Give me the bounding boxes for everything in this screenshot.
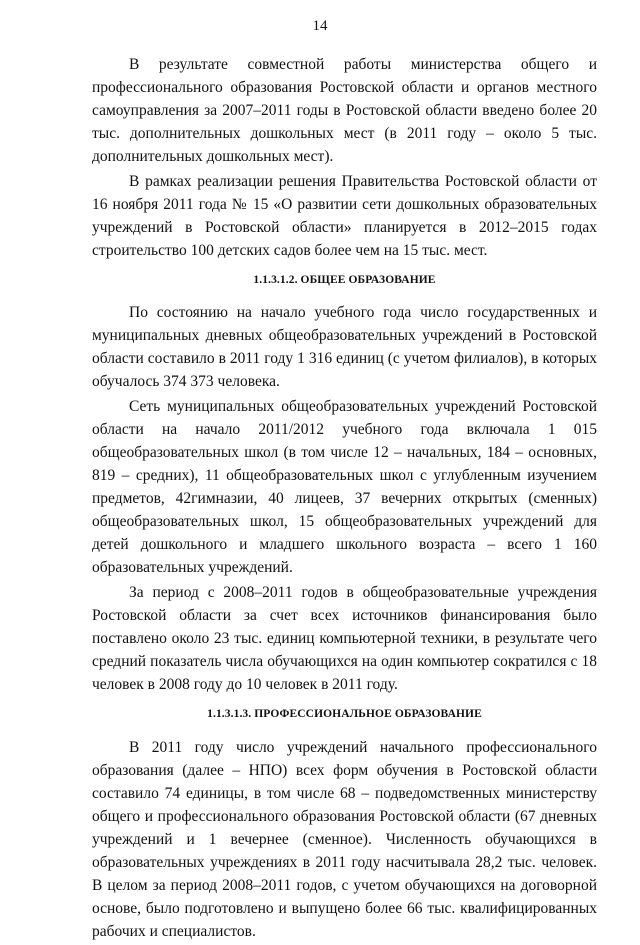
paragraph-intro-results: В результате совместной работы министерства общего и профессионального образования Ростовской области и органов местного самоуправления за 2007–2011 годы в Ростовской области введено более 20 тыс. дополнительных дошкольных мест (в 2011 году – около 5 тыс. дополнительных дошкольных мест).: [92, 56, 597, 165]
paragraph-general-count: По состоянию на начало учебного года число государственных и муниципальных дневных общеобразовательных учреждений в Ростовской области составило в 2011 году 1 316 единиц (с учетом филиалов), в которых обучалось 374 373 человека.: [92, 304, 597, 390]
document-body: [92, 53, 597, 945]
page-number: 14: [312, 18, 328, 34]
paragraph-general-network: Сеть муниципальных общеобразовательных учреждений Ростовской области на начало 2011/2012 учебного года включала 1 015 общеобразовательных школ (в том числе 12 – начальных, 184 – основных, 819 – средних), 11 общеобразовательных школ с углубленным изучением предметов, 42гимназии, 40 лицеев, 37 вечерних открытых (сменных) общеобразовательных школ, 15 общеобразовательных учреждений для детей дошкольного и младшего школьного возраста – всего 1 160 образовательных учреждений.: [92, 398, 597, 576]
section-heading-general-education: 1.1.3.1.2. ОБЩЕЕ ОБРАЗОВАНИЕ: [253, 274, 436, 286]
paragraph-intro-plan: В рамках реализации решения Правительства Ростовской области от 16 ноября 2011 года № 15 «О развитии сети дошкольных образовательных учреждений в Ростовской области» планируется в 2012–2015 годах строительство 100 детских садов более чем на 15 тыс. мест.: [92, 173, 597, 259]
paragraph-general-computers: За период с 2008–2011 годов в общеобразовательные учреждения Ростовской области за счет всех источников финансирования было поставлено около 23 тыс. единиц компьютерной техники, в результате чего средний показатель числа обучающихся на один компьютер сократился с 18 человек в 2008 году до 10 человек в 2011 году.: [92, 584, 597, 693]
paragraph-professional-institutions: В 2011 году число учреждений начального профессионального образования (далее – НПО) всех форм обучения в Ростовской области составило 74 единицы, в том числе 68 – подведомственных министерству общего и профессионального образования Ростовской области (67 дневных учреждений и 1 вечернее (сменное). Численность обучающихся в образовательных учреждениях в 2011 году насчитывала 28,2 тыс. человек. В целом за период 2008–2011 годов, с учетом обучающихся на договорной основе, было подготовлено и выпущено более 66 тыс. квалифицированных рабочих и специалистов.: [92, 739, 597, 940]
section-heading-professional-education: 1.1.3.1.3. ПРОФЕССИОНАЛЬНОЕ ОБРАЗОВАНИЕ: [207, 708, 482, 720]
